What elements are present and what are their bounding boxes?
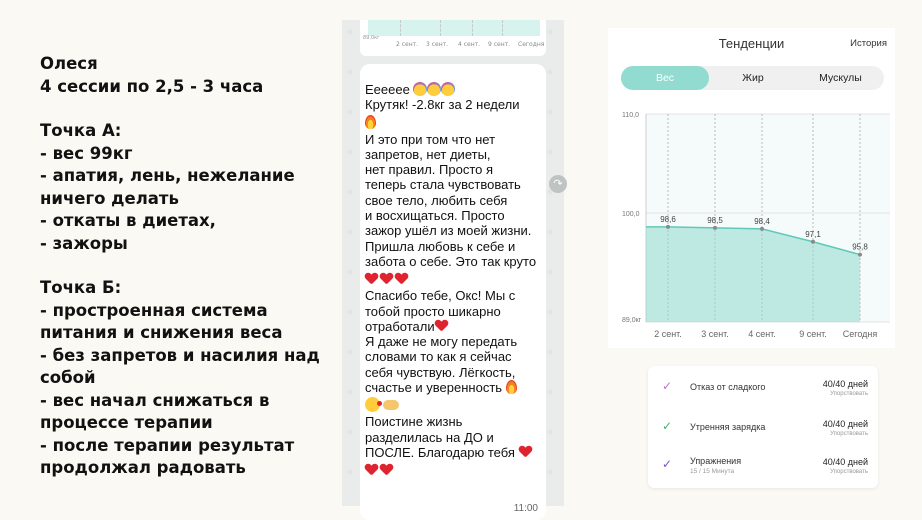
message-line: себя чувствую. Лёгкость, [365,364,516,380]
mini-x-label: 4 сент. [458,41,481,48]
habit-row[interactable] [648,446,878,484]
point-a-item: - вес 99кг [40,143,133,163]
tab-muscle[interactable]: Мускулы [819,72,862,84]
fire-icon [506,380,517,394]
heart-icon [380,273,393,285]
hugging-hands-icon [383,400,399,410]
mini-x-label: 3 сент. [426,41,449,48]
data-point [811,240,815,244]
habit-name: Упражнения [690,456,742,466]
habit-status: Упорствовать [830,431,868,437]
check-icon: ✓ [662,457,673,471]
point-b-item: собой [40,368,96,387]
habit-subtitle: 15 / 15 Минута [690,468,735,475]
party-face-icon [413,82,427,96]
message-line: теперь стала чувствовать [365,177,521,193]
trends-screen [608,28,895,348]
message-line: зажор ушёл из моей жизни. [365,223,532,239]
tab-fat[interactable]: Жир [742,72,764,84]
heart-icon [519,446,532,458]
point-b-item: - вес начал снижаться в [40,390,270,410]
habit-name: Утренняя зарядка [690,422,766,432]
history-link[interactable]: История [850,38,887,49]
mini-x-label: Сегодня [518,41,545,48]
mini-weight-chart [360,20,546,56]
message-line: Крутяк! -2.8кг за 2 недели [365,97,520,113]
habit-row[interactable] [648,368,878,406]
habit-status: Упорствовать [830,469,868,475]
y-tick-label: 100,0 [622,211,640,219]
point-a-title: Точка А: [40,121,122,140]
message-line: и восхищаться. Просто [365,208,505,224]
point-b-item: продолжал радовать [40,458,246,477]
point-b-item: - простроенная система [40,300,268,320]
data-label: 95,8 [852,242,868,252]
check-icon: ✓ [662,419,673,433]
habit-count: 40/40 дней [822,419,868,429]
x-tick-label: Сегодня [842,329,878,339]
forward-icon[interactable]: ↷ [549,175,567,193]
message-line: Пришла любовь к себе и [365,238,516,254]
message-bubble [360,64,546,520]
message-line: нет правил. Просто я [365,162,494,178]
habits-card [648,366,878,488]
client-name: Олеся [40,54,98,73]
message-line: словами то как я сейчас [365,349,512,365]
heart-icon [365,464,378,476]
point-b-item: - после терапии результат [40,435,295,455]
message-time: 11:00 [513,503,538,514]
x-tick-label: 2 сент. [654,329,682,339]
heart-icon [395,273,408,285]
chat-screenshot [342,20,564,514]
tab-weight[interactable]: Вес [621,66,709,90]
point-a-item: - откаты в диетах, [40,211,216,230]
point-b-title: Точка Б: [40,278,122,297]
message-line: тобой просто шикарно [365,303,501,319]
message-emoji-line [365,113,538,132]
message-line: счастье и уверенность [365,380,538,395]
mini-x-label: 2 сент. [396,41,419,48]
point-a-item: ничего делать [40,188,179,208]
point-a-item: - зажоры [40,233,128,253]
sessions-info: 4 сессии по 2,5 - 3 часа [40,76,264,96]
point-b-item: процессе терапии [40,413,213,432]
message-line: ПОСЛЕ. Благодарю тебя [365,445,538,460]
data-point [858,253,862,257]
message-emoji-line [365,460,538,479]
message-line: отработали [365,319,538,334]
point-b-item: - без запретов и насилия над [40,345,320,365]
message-line: забота о себе. Это так круто [365,253,537,269]
habit-name: Отказ от сладкого [690,382,766,392]
habit-row[interactable] [648,408,878,446]
data-label: 97,1 [805,229,821,239]
data-label: 98,4 [754,216,770,226]
message-line: Спасибо тебе, Окс! Мы с [365,288,516,304]
kissing-face-icon [365,397,380,412]
data-label: 98,5 [707,215,723,225]
heart-icon [435,320,448,332]
message-line: Ееееее [365,82,538,97]
weight-chart-svg [608,114,895,348]
y-tick-label: 89,0кг [622,317,642,324]
data-point [760,227,764,231]
data-point [713,226,717,230]
message-emoji-line [365,395,538,414]
data-label: 98,6 [660,214,676,224]
trends-title: Тенденции [718,36,785,51]
metric-tabs [621,66,884,90]
habit-count: 40/40 дней [822,457,868,467]
story-text [40,53,340,480]
point-b-item: питания и снижения веса [40,323,283,342]
message-emoji-line [365,269,538,288]
habit-status: Упорствовать [830,391,868,397]
habit-count: 40/40 дней [822,379,868,389]
mini-axis-value: 89,0кг [363,35,380,41]
fire-icon [365,115,376,129]
x-tick-label: 4 сент. [748,329,776,339]
point-a-item: - апатия, лень, нежелание [40,166,295,185]
message-line: И это при том что нет [365,131,496,147]
party-face-icon [427,82,441,96]
heart-icon [365,273,378,285]
mini-x-label: 9 сент. [488,41,511,48]
message-line: Я даже не могу передать [365,334,518,350]
check-icon: ✓ [662,379,673,393]
data-point [666,225,670,229]
message-line: свое тело, любить себя [365,192,508,208]
party-face-icon [441,82,455,96]
x-tick-label: 3 сент. [701,329,729,339]
message-line: разделилась на ДО и [365,429,494,445]
message-line: запретов, нет диеты, [365,146,491,162]
x-tick-label: 9 сент. [799,329,827,339]
y-tick-label: 110,0 [622,112,639,119]
weight-chart [608,114,895,348]
message-line: Поистине жизнь [365,414,463,430]
heart-icon [380,464,393,476]
